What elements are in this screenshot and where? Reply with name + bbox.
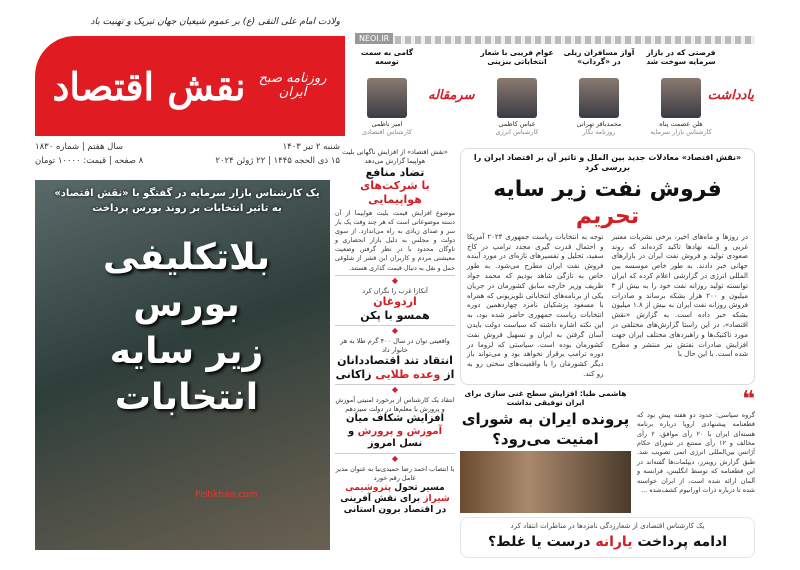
quote-story[interactable] [460, 386, 756, 514]
note-label: یادداشت [707, 88, 754, 103]
story-headline-red: اردوغان [373, 295, 417, 309]
story-headline: مسیر تحول پتروشیمی شیراز برای نقش آفرینی در اقتصاد برون استانی [340, 482, 450, 516]
editorial-label: سرمقاله [428, 88, 475, 103]
story-kicker: «نقش اقتصاد» از افزایش ناگهانی بلیت هواپیما گزارش می‌دهد [342, 148, 448, 165]
profile-column[interactable] [562, 48, 636, 137]
divider: ◆ [335, 325, 455, 335]
author-role: روزنامه نگار [582, 128, 616, 137]
profile-column[interactable] [350, 48, 424, 137]
author-name: امیر ناظمی [371, 120, 403, 128]
author-photo [661, 78, 701, 118]
lead-article[interactable] [460, 148, 755, 385]
story-headline: انتقاد تند اقتصاددانان از وعده طلایی زاکانی [335, 354, 455, 382]
year-issue: سال هفتم | شماره ۱۸۳۰ [35, 142, 124, 152]
author-photo [367, 78, 407, 118]
author-name: هلن عصمت پناه [659, 120, 703, 128]
story-headline: افزایش شکاف میان آموزش و پرورش و نسل امروز [345, 413, 445, 450]
story-headline: همسو با پکن [360, 309, 430, 323]
quote-body: گروه سیاسی: حدود دو هفته پیش بود که قطعنامه پیشنهادی اروپا درباره برنامه هسته‌ای ایران با ۲۰ رأی موافق، ۲ رأی مخالف و ۱۲ رأی ممتنع در شورای حکام آژانس بین‌المللی انرژی اتمی تصویب شد. طبق گزارش رویترز، دیپلمات‌ها گفته‌اند در این قطعنامه که توسط انگلیس، فرانسه و آلمان ارائه شده است، از ایران خواسته شده تا درباره ذرات اورانیوم کشف‌شده ... [637, 410, 756, 495]
profile-column[interactable] [644, 48, 718, 137]
logo-subtitle: روزنامه صبح ایران [258, 70, 327, 100]
lead-kicker: «نقش اقتصاد» معادلات جدید بین الملل و تاثیر آن بر اقتصاد ایران را بررسی کرد [473, 153, 742, 173]
story-kicker: آنکارا غرب را نگران کرد [362, 286, 428, 295]
author-role: کارشناس اقتصادی [361, 128, 413, 137]
divider: ◆ [335, 384, 455, 394]
profile-title: آواز مسافران ریلی در «گرداب» [563, 48, 635, 67]
masthead-tagline: ولادت امام علی النقی (ع) بر عموم شیعیان جهان تبریک و تهنیت باد [90, 17, 340, 27]
author-name: عباس کاظمی [498, 120, 536, 128]
photo-story-bourse[interactable] [35, 180, 330, 550]
story-petrochem[interactable] [335, 465, 455, 516]
story-erdogan[interactable] [335, 287, 455, 323]
profile-column[interactable] [480, 48, 554, 137]
pages-price: ۸ صفحه | قیمت: ۱۰۰۰۰ تومان [35, 156, 144, 166]
right-column [460, 148, 755, 558]
quote-mark-icon: ❝ [742, 386, 755, 412]
story-zakani[interactable] [335, 337, 455, 382]
divider: ◆ [335, 275, 455, 285]
top-strip-divider [355, 36, 755, 44]
photo-kicker: یک کارشناس بازار سرمایه در گفتگو با «نقش اقتصاد» به تاثیر انتخابات بر روند بورس پرداخت [54, 188, 320, 214]
bottom-headline: ادامه پرداخت یارانه درست یا غلط؟ [487, 534, 728, 551]
watermark: Pishkhan.com [195, 490, 258, 500]
story-kicker: واقعیتی توان در سال ۴۰۰ گرم طلا به هر خانوار داد [340, 336, 450, 354]
story-kicker: با انتصاب احمد رضا حمیدی‌نیا به عنوان مدیر عامل رقم خورد [335, 464, 455, 482]
author-role: کارشناس انرژی [495, 128, 539, 137]
logo-title: نقش اقتصاد [52, 63, 246, 109]
date-persian: شنبه ۲ تیر ۱۴۰۳ [282, 142, 340, 152]
photo-headline: بلاتکلیفی بورس زیر سایه انتخابات [102, 237, 270, 419]
site-label: NEOI.IR [355, 33, 393, 44]
story-education[interactable] [335, 396, 455, 451]
profile-title: فرصتی که در بازار سرمایه سوخت شد [646, 48, 716, 67]
quote-kicker: هاشمی طبا: افزایش سطح غنی سازی برای ایران توفیقی نداشت [464, 388, 627, 408]
story-airline[interactable] [335, 148, 455, 273]
bottom-kicker: یک کارشناس اقتصادی از شعارزدگی نامزدها در مناظرات انتقاد کرد [510, 522, 705, 531]
author-photo [579, 78, 619, 118]
middle-column [335, 148, 455, 516]
author-name: محمدباقر تهرانی [576, 120, 622, 128]
story-kicker: انتقاد یک کارشناس از برخورد امنیتی آموزش و پرورش با معلم‌ها در دولت سیزدهم [335, 395, 455, 413]
profile-title: عوام فریبی با شعار انتخاباتی بنزینی [480, 48, 554, 67]
author-role: کارشناس بازار سرمایه [650, 128, 712, 137]
author-photo [497, 78, 537, 118]
story-headline: تضاد منافع [365, 165, 425, 179]
divider: ◆ [335, 453, 455, 463]
date-other: ۱۵ ذی الحجه ۱۴۴۵ | ۲۲ ژوئن ۲۰۲۴ [215, 156, 340, 166]
quote-headline: پرونده ایران به شورای امنیت می‌رود؟ [461, 410, 630, 448]
story-headline-red: با شرکت‌های هواپیمایی [360, 179, 430, 207]
lead-body-col2: توجه به انتخابات ریاست جمهوری ۲۰۲۴ آمریکا و احتمال قدرت گیری مجدد ترامپ در کاخ سفید، تحلیل و تفسیرهای تازه‌ای در مورد آینده فروش نفت ایران مطرح می‌شود. به طور خاص به تازگی شاهد بودیم که محمد جواد ظریف وزیر خارجه سابق کشورمان در جریان یکی از برنامه‌های انتخاباتی تلویزیونی که همراه با مسعود پزشکیان نامزد چهاردهمین دوره انتخابات ریاست جمهوری حاضر شده بود، به این نکته اشاره داشته که سیاست دولت بایدن آسان گرفتن به ایران و تسهیل فروش نفت کشورمان بوده است. سیاستی که لزوما در دوره ترامپ برقرار نخواهد بود و می‌تواند باز دیگر کشورمان را با واقعیت‌های سختی رو به رو کند. [467, 232, 604, 378]
newspaper-logo [35, 36, 345, 136]
bottom-story[interactable] [460, 517, 755, 557]
lead-headline: فروش نفت زیر سایه تحریم [493, 176, 722, 230]
story-body: موضوع افزایش قیمت بلیت هواپیما از آن دسته موضوعاتی است که هر چند وقت یک بار سر و صدای زیادی به راه می‌اندازد. از سوی دولت و مجلس به دلیل بازار انحصاری و ناوگان محدود با در نظر گرفتن وضعیت معیشتی مردم و کاربران این قشر از شلوغی حمل و نقل به دنبال قیمت گذاری هستند. [335, 209, 455, 272]
profile-title: گامی به سمت توسعه [360, 48, 414, 67]
portrait-photo [460, 451, 631, 513]
lead-body-col1: در روزها و ماه‌های اخیر، برخی نشریات معتبر غربی و البته نهادها تاکید کرده‌اند که روند صعودی تولید و فروش نفت ایران در بازارهای جهانی خبر دادند. به طور خاص موسسه بین المللی انرژی در گزارشی اعلام کرده که ایران توانسته تولید روزانه نفت خود را به بیش از ۳ میلیون و ۲۰۰ هزار بشکه برساند و صادرات فروش روزانه نفت ایران به بیش از ۱.۸ میلیون بشکه خبر داده است. به گزارش «نقش اقتصاد»، در این راستا گزارش‌های مختلفی در مورد تاکتیک‌ها و راهبردهای مختلف ایران جهت افزایش صادرات نفتش نیز منتشر و مطرح شده است. با این حال با [611, 232, 748, 359]
